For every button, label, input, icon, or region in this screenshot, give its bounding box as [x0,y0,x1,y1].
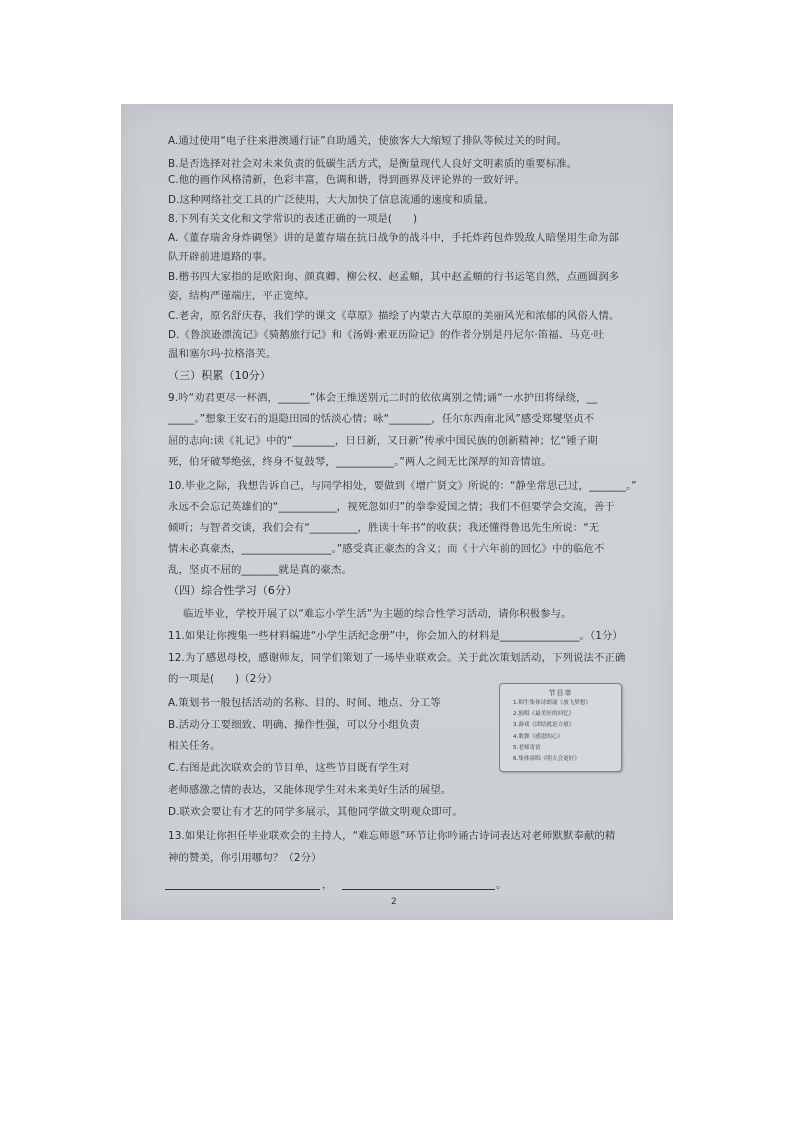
question-12-stem-cont: 的一项是( )（2分） [168,673,278,685]
question-12-stem: 12.为了感恩母校，感谢师友，同学们策划了一场毕业联欢会。关于此次策划活动，下列说法不正确 [168,652,626,664]
question-10-line-3: 倾听；与智者交谈，我们会有“_________，胜读十年书”的收获；我还懂得鲁迅先生所说：“无 [168,522,600,534]
program-item: 1.师生集体诗朗诵《放飞梦想》 [513,700,592,706]
question-9-line-1: 9.吟“劝君更尽一杯酒，______”体会王维送别元二时的依依离别之情;诵“一水护田将绿绕，__ [168,392,598,404]
program-list-title: 节目单 [548,689,573,697]
section-4-intro: 临近毕业，学校开展了以“难忘小学生活”为主题的综合性学习活动，请你积极参与。 [183,608,572,620]
question-9-line-3: 屈的志向:读《礼记》中的“________，日日新，又日新”传承中国民族的创新精神；忆“锺子期 [168,435,598,447]
question-12-option-d: D.联欢会要让有才艺的同学多展示，其他同学做文明观众即可。 [168,806,463,818]
question-13-stem-cont: 神的赞美，你引用哪句？（2分） [168,852,322,864]
question-8-option-d-cont: 温和塞尔玛·拉格洛芙。 [168,348,277,360]
question-12-option-b: B.活动分工要细致、明确、操作性强，可以分小组负责 [168,719,420,731]
answer-comma: ， [322,879,333,891]
question-11: 11.如果让你搜集一些材料编进“小学生活纪念册”中，你会加入的材料是_______________。（1分） [168,630,623,642]
section-3-heading: （三）积累（10分） [168,369,271,382]
question-12-option-c: C.右图是此次联欢会的节目单，这些节目既有学生对 [168,762,410,774]
section-4-heading: （四）综合性学习（6分） [168,584,298,597]
question-9-line-2: _____。”想象王安石的退隐田园的恬淡心情；咏“________，任尔东西南北风”感受郑燮坚贞不 [168,413,595,425]
answer-blank-2[interactable] [342,889,495,890]
program-item: 2.独唱《最美好的回忆》 [513,711,575,718]
question-7-option-d: D.这种网络社交工具的广泛使用，大大加快了信息流通的速度和质量。 [168,194,495,206]
question-8-stem: 8.下列有关文化和文学常识的表述正确的一项是( ) [168,213,418,225]
question-7-option-b: B.是否选择对社会对未来负责的低碳生活方式，是衡量现代人良好文明素质的重要标准。 [168,158,578,170]
question-8-option-c: C.老舍，原名舒庆春，我们学的课文《草原》描绘了内蒙古大草原的美丽风光和浓郁的风俗人情。 [168,310,620,322]
question-7-option-c: C.他的画作风格清新，色彩丰富，色调和谐，得到画界及评论界的一致好评。 [168,174,525,186]
question-12-option-c-cont: 老师感激之情的表达，又能体现学生对未来美好生活的展望。 [168,784,452,796]
question-8-option-b-cont: 姿，结构严谨端庄，平正宽绰。 [168,290,315,302]
program-item: 4.歌舞《感恩的心》 [513,733,564,740]
question-8-option-a: A.《董存瑞舍身炸碉堡》讲的是董存瑞在抗日战争的战斗中，手托炸药包炸毁敌人暗堡用生命为部 [168,232,620,244]
program-item: 3.游戏《团结就是力量》 [513,722,575,729]
question-10-line-1: 10.毕业之际，我想告诉自己，与同学相处，要做到《增广贤文》所说的：“静坐常思己过，_______。” [168,480,637,492]
question-12-option-a: A.策划书一般包括活动的名称、目的、时间、地点、分工等 [168,697,441,709]
page-number: 2 [391,897,397,907]
program-item: 5.老师寄语 [513,744,541,751]
question-13-stem: 13.如果让你担任毕业联欢会的主持人，“难忘师恩”环节让你吟诵古诗词表达对老师默默奉献的精 [168,830,616,842]
question-10-line-4: 情未必真豪杰，_________________。”感受真正豪杰的含义；而《十六年前的回忆》中的临危不 [168,543,605,555]
answer-period: 。 [496,879,507,891]
program-list-card [499,683,622,772]
question-10-line-5: 乱，坚贞不屈的_______就是真的豪杰。 [168,564,352,576]
question-9-line-4: 死，伯牙破琴绝弦，终身不复鼓琴，___________。”两人之间无比深厚的知音情谊。 [168,456,552,468]
program-item: 6.集体演唱《明天会更好》 [513,756,580,763]
question-12-option-b-cont: 相关任务。 [168,740,221,752]
answer-blank-1[interactable] [165,889,320,890]
question-8-option-b: B.楷书四大家指的是欧阳询、颜真卿、柳公权、赵孟頫，其中赵孟頫的行书运笔自然，点画圆润多 [168,271,620,283]
question-10-line-2: 永远不会忘记英雄们的“___________，视死忽如归”的拳拳爱国之情；我们不但要学会交流，善于 [168,501,615,513]
question-8-option-a-cont: 队开辟前进道路的事。 [168,251,273,263]
question-8-option-d: D.《鲁滨逊漂流记》《骑鹅旅行记》和《汤姆·索亚历险记》的作者分别是丹尼尔·笛福、马克·吐 [168,329,605,341]
question-7-option-a: A.通过使用“电子往来港澳通行证”自助通关，使旅客大大缩短了排队等候过关的时间。 [168,135,568,147]
